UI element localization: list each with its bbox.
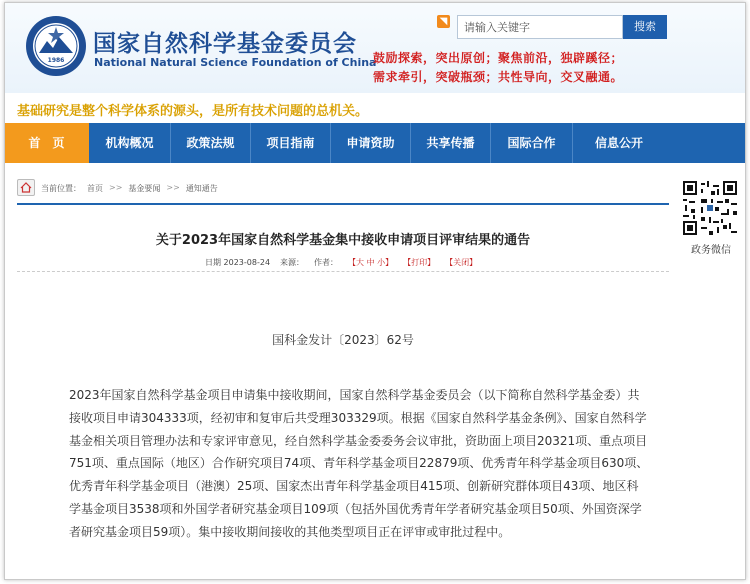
font-size-control[interactable]: 【大 中 小】: [348, 258, 394, 267]
qr-code-icon: [683, 181, 737, 235]
nav-item-policy[interactable]: 政策法规: [171, 123, 251, 163]
nav-item-international[interactable]: 国际合作: [491, 123, 573, 163]
nav-item-home[interactable]: 首 页: [5, 123, 89, 163]
search-input[interactable]: [457, 15, 623, 39]
document-number: 国科金发计〔2023〕62号: [272, 333, 414, 347]
article-date: 日期 2023-08-24: [205, 258, 271, 267]
article-meta: [205, 257, 477, 268]
meta-divider: [17, 271, 669, 272]
nav-item-apply[interactable]: 申请资助: [331, 123, 411, 163]
site-header: [5, 3, 745, 93]
slogan: 基础研究是整个科学体系的源头，是所有技术问题的总机关。: [17, 104, 369, 119]
article-paragraph: 2023年国家自然科学基金项目申请集中接收期间，国家自然科学基金委员会（以下简称自然科学基金委）共接收项目申请304333项，经初审和复审后共受理303329项。根据《国家自然科学基金条例》、国家自然科学基金相关项目管理办法和专家评审意见，经自然科学基金委委务会议审批，资助面上项目20321项、重点项目751项、重点国际（地区）合作研究项目74项、青年科学基金项目22879项、优秀青年科学基金项目630项、优秀青年科学基金项目（港澳）25项、国家杰出青年科学基金项目415项、创新研究群体项目43项、地区科学基金项目3538项和外国学者研究基金项目109项（包括外国优秀青年学者研究基金项目50项、外国资深学者研究基金项目59项）。集中接收期间接收的其他类型项目正在评审或审批过程中。: [69, 388, 649, 539]
breadcrumb-prefix: 当前位置：: [41, 184, 81, 193]
article-author: 作者：: [314, 258, 339, 267]
qr-label: 政务微信: [691, 245, 731, 256]
home-icon: [17, 179, 35, 196]
nav-item-share[interactable]: 共享传播: [411, 123, 491, 163]
rss-icon[interactable]: ◥: [437, 15, 450, 28]
nsfc-logo[interactable]: [25, 15, 87, 77]
search-button[interactable]: 搜索: [623, 15, 667, 39]
breadcrumb-separator: >>: [166, 183, 180, 192]
article-title: 关于2023年国家自然科学基金集中接收申请项目评审结果的通告: [155, 233, 531, 248]
breadcrumb-item-news[interactable]: 基金要闻: [128, 184, 161, 193]
motto-line-2: 需求牵引，突破瓶颈；共性导向，交叉融通。: [373, 70, 624, 84]
close-link[interactable]: 【关闭】: [445, 258, 478, 267]
article-source: 来源：: [280, 258, 305, 267]
breadcrumb-item-notices[interactable]: 通知通告: [185, 184, 218, 193]
motto: [373, 49, 673, 87]
org-name-cn[interactable]: 国家自然科学基金委员会: [93, 31, 357, 57]
nav-item-disclosure[interactable]: 信息公开: [594, 136, 643, 150]
breadcrumb-item-home[interactable]: 首页: [87, 184, 103, 193]
motto-line-1: 鼓励探索，突出原创；聚焦前沿，独辟蹊径；: [373, 51, 624, 65]
browser-frame: [4, 2, 746, 580]
breadcrumb-divider: [17, 203, 669, 205]
main-nav: [5, 123, 745, 163]
breadcrumb-separator: >>: [109, 183, 123, 192]
breadcrumb: [15, 179, 663, 201]
print-link[interactable]: 【打印】: [403, 258, 436, 267]
org-name-en: National Natural Science Foundation of China: [94, 56, 377, 69]
nav-item-about[interactable]: 机构概况: [89, 123, 171, 163]
nav-item-guide[interactable]: 项目指南: [251, 123, 331, 163]
logo-year: 1986: [47, 57, 65, 64]
